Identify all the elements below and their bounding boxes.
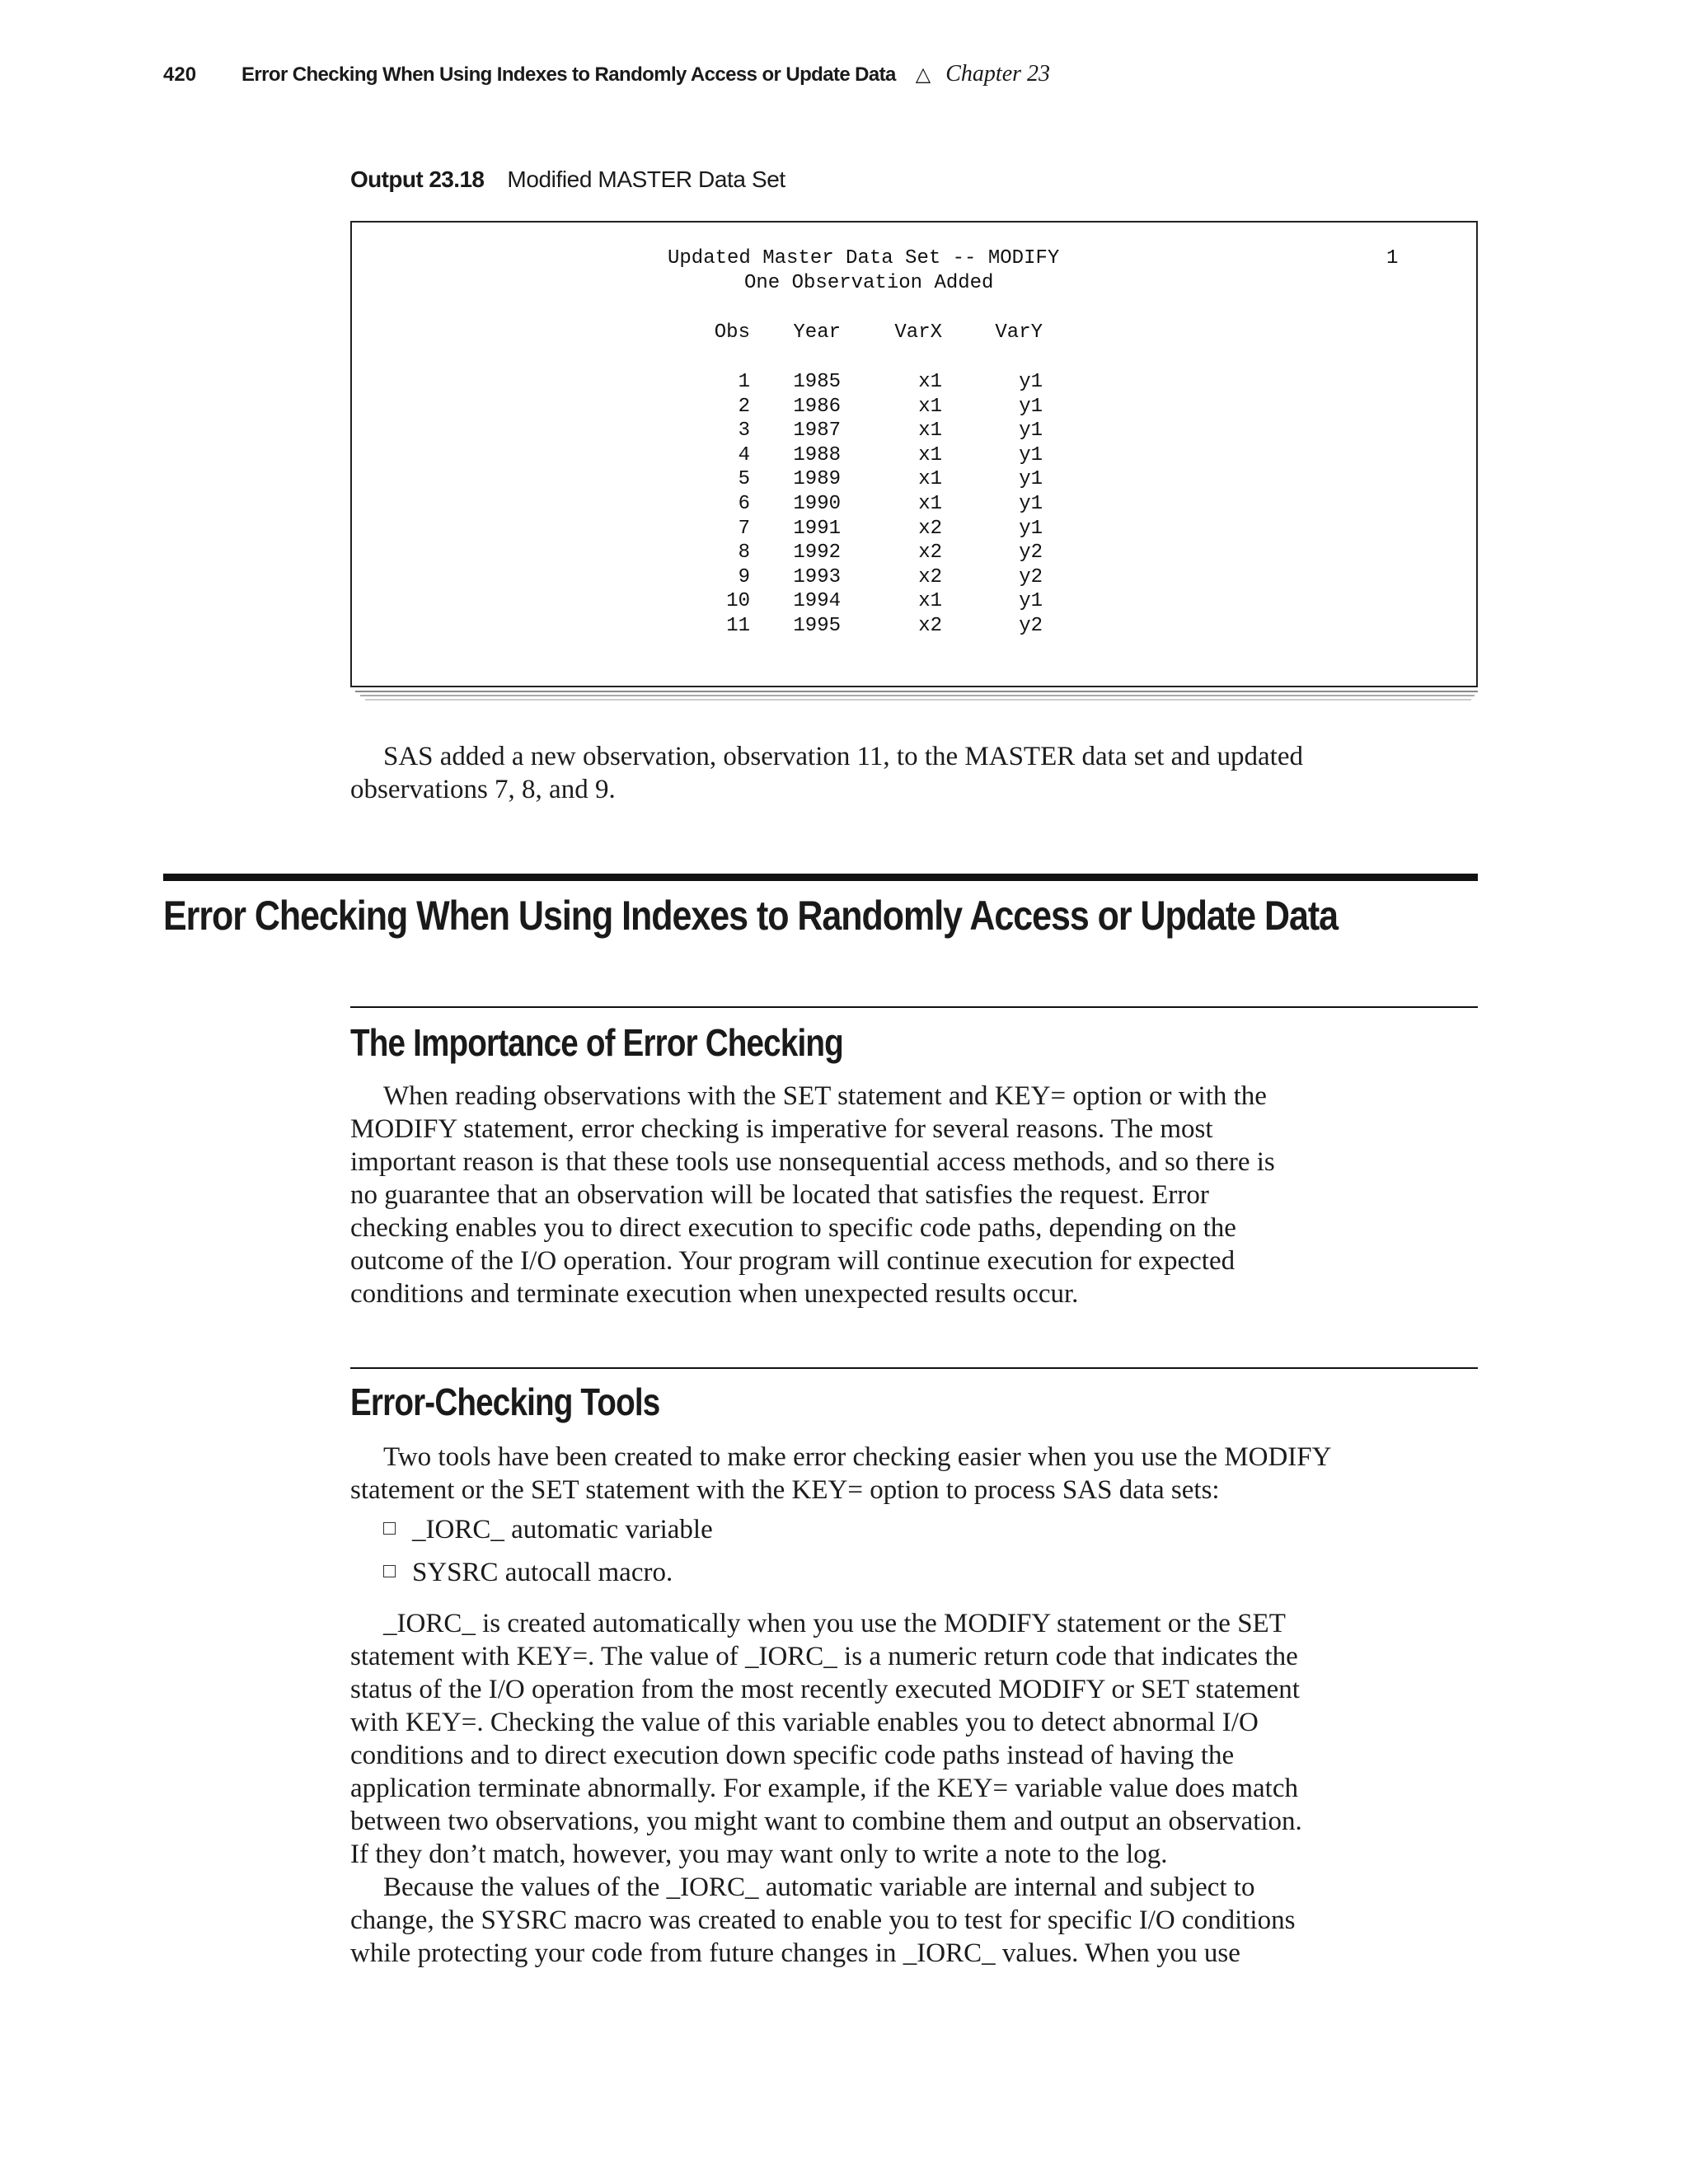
paragraph-line: status of the I/O operation from the most recently executed MODIFY or SET statement [350,1675,1300,1704]
table-cell: x1 [918,395,942,418]
subsection-heading-importance: The Importance of Error Checking [350,1021,843,1064]
list-item-text: SYSRC autocall macro. [412,1558,673,1587]
subsection-rule [350,1367,1478,1369]
output-page-number: 1 [1386,247,1399,269]
table-cell: x2 [918,541,942,565]
table-cell: y1 [1019,468,1043,491]
table-cell: y1 [1019,443,1043,466]
table-cell: 3 [738,419,750,443]
paragraph-line: checking enables you to direct execution to specific code paths, depending on the [350,1213,1236,1243]
table-cell: 10 [726,590,750,613]
list-item [383,1558,713,1601]
chapter-label: Chapter 23 [945,61,1051,87]
output-caption-text: Modified MASTER Data Set [507,166,785,192]
table-cell: 11 [726,615,750,637]
box-shadow-line [365,699,1471,701]
table-cell: 1995 [793,615,841,637]
box-shadow-line [355,691,1478,692]
section-rule [163,874,1478,881]
table-cell: y2 [1019,565,1043,588]
paragraph-line: Two tools have been created to make error checking easier when you use the MODIFY [383,1442,1332,1472]
table-cell: 1991 [793,517,841,540]
table-cell: 1989 [793,468,841,491]
column-header: VarY [995,321,1043,344]
output-caption-label: Output 23.18 [350,166,485,192]
paragraph-line: statement with KEY=. The value of _IORC_ is a numeric return code that indicates the [350,1642,1298,1671]
table-cell: 1993 [793,565,841,588]
table-cell: y2 [1019,541,1043,565]
output-subtitle: One Observation Added [744,272,994,294]
table-cell: y1 [1019,590,1043,613]
table-cell: 6 [738,493,750,515]
running-header-title: Error Checking When Using Indexes to Randomly Access or Update Data [241,63,896,86]
paragraph-line: while protecting your code from future changes in _IORC_ values. When you use [350,1938,1240,1968]
tools-paragraph [350,1441,1331,1507]
table-cell: 1986 [793,395,841,418]
table-cell: x1 [918,468,942,491]
paragraph-line: _IORC_ is created automatically when you use the MODIFY statement or the SET [383,1609,1286,1638]
table-cell: 1990 [793,493,841,515]
table-cell: x2 [918,517,942,540]
paragraph-line: application terminate abnormally. For example, if the KEY= variable value does match [350,1774,1298,1803]
iorc-paragraph [350,1607,1302,1871]
paragraph-line: with KEY=. Checking the value of this variable enables you to detect abnormal I/O [350,1708,1259,1737]
list-item-text: _IORC_ automatic variable [412,1515,713,1544]
table-cell: y1 [1019,395,1043,418]
table-cell: 7 [738,517,750,540]
column-header: VarX [894,321,942,344]
paragraph-line: change, the SYSRC macro was created to enable you to test for specific I/O conditions [350,1905,1296,1935]
table-cell: x1 [918,371,942,393]
paragraph-line: outcome of the I/O operation. Your program will continue execution for expected [350,1246,1236,1276]
paragraph-line: conditions and to direct execution down specific code paths instead of having the [350,1741,1235,1770]
triangle-separator-icon: △ [915,63,931,86]
column-header: Obs [714,321,750,344]
table-cell: x2 [918,565,942,588]
paragraph-line: Because the values of the _IORC_ automatic variable are internal and subject to [383,1872,1255,1902]
subsection-heading-tools: Error-Checking Tools [350,1380,660,1423]
output-title: Updated Master Data Set -- MODIFY [668,247,1060,269]
subsection-rule [350,1006,1478,1008]
table-cell: 1994 [793,590,841,613]
paragraph-line: between two observations, you might want to combine them and output an observation. [350,1807,1302,1836]
table-cell: y1 [1019,419,1043,443]
paragraph-line: important reason is that these tools use nonsequential access methods, and so there is [350,1147,1275,1177]
sysrc-paragraph [350,1871,1295,1970]
box-shadow-line [360,695,1475,696]
tools-bullet-list [383,1515,713,1601]
paragraph-line: If they don’t match, however, you may want only to write a note to the log. [350,1840,1168,1869]
table-cell: x1 [918,590,942,613]
table-cell: y1 [1019,517,1043,540]
paragraph-line: observations 7, 8, and 9. [350,775,616,804]
column-header: Year [793,321,841,344]
paragraph-line: statement or the SET statement with the KEY= option to process SAS data sets: [350,1475,1220,1505]
square-bullet-icon [383,1565,396,1577]
table-cell: x1 [918,493,942,515]
table-cell: 1985 [793,371,841,393]
table-cell: y2 [1019,615,1043,637]
importance-paragraph [350,1080,1275,1310]
intro-paragraph [350,740,1303,806]
square-bullet-icon [383,1522,396,1535]
paragraph-line: conditions and terminate execution when unexpected results occur. [350,1279,1079,1309]
section-heading: Error Checking When Using Indexes to Randomly Access or Update Data [163,893,1339,939]
table-cell: 1988 [793,443,841,466]
output-caption [350,166,785,193]
table-cell: 1 [738,371,750,393]
running-header [163,61,1050,91]
table-cell: 1992 [793,541,841,565]
table-cell: 2 [738,395,750,418]
table-cell: y1 [1019,371,1043,393]
paragraph-line: When reading observations with the SET statement and KEY= option or with the [383,1081,1267,1111]
page-number: 420 [163,63,197,86]
list-item [383,1515,713,1558]
table-cell: 4 [738,443,750,466]
table-cell: 9 [738,565,750,588]
table-cell: x1 [918,419,942,443]
table-cell: x2 [918,615,942,637]
table-cell: 1987 [793,419,841,443]
table-cell: y1 [1019,493,1043,515]
table-cell: 8 [738,541,750,565]
paragraph-line: no guarantee that an observation will be located that satisfies the request. Error [350,1180,1209,1210]
table-cell: x1 [918,443,942,466]
paragraph-line: SAS added a new observation, observation 11, to the MASTER data set and updated [383,742,1303,771]
sas-output-box [350,221,1478,687]
paragraph-line: MODIFY statement, error checking is imperative for several reasons. The most [350,1114,1213,1144]
table-cell: 5 [738,468,750,491]
